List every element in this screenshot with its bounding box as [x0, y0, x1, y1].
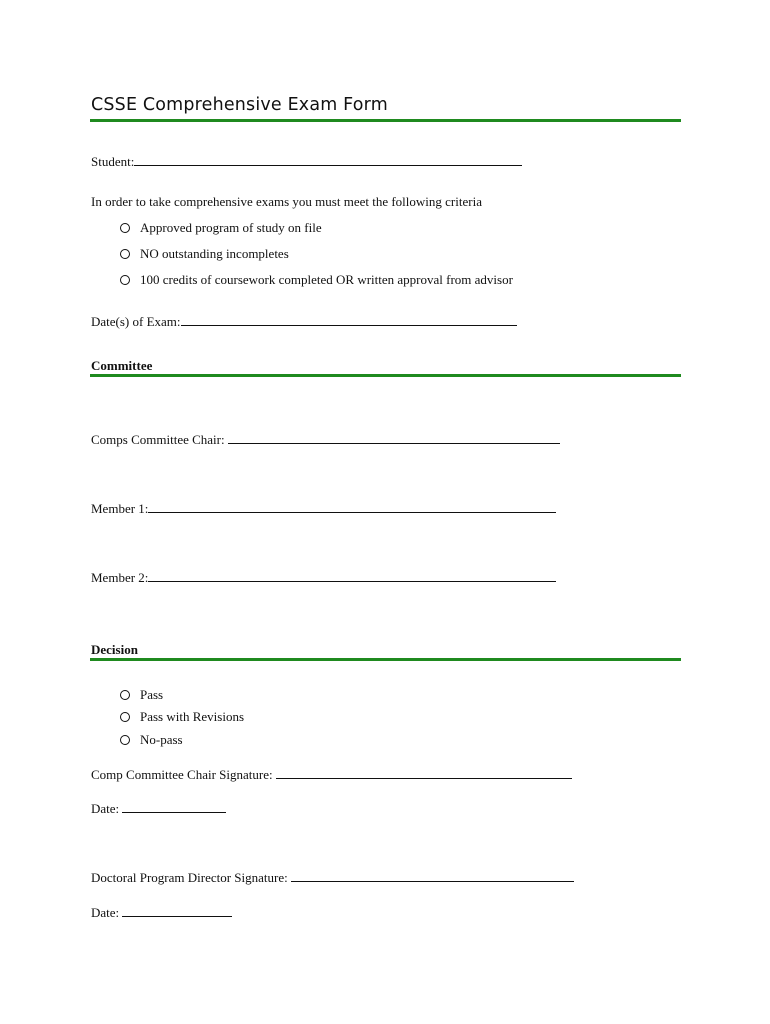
- committee-divider: [90, 374, 681, 377]
- director-signature-label: Doctoral Program Director Signature:: [91, 870, 288, 885]
- decision-option-pass-with-revisions[interactable]: Pass with Revisions: [120, 709, 244, 725]
- committee-heading: Committee: [91, 358, 153, 373]
- chair-label: Comps Committee Chair:: [91, 432, 225, 447]
- member2-row: [91, 569, 556, 586]
- bullet-circle-icon: [120, 223, 130, 233]
- decision-heading: Decision: [91, 642, 138, 657]
- bullet-circle-icon: [120, 275, 130, 285]
- date2-field[interactable]: [122, 904, 232, 917]
- form-title: CSSE Comprehensive Exam Form: [91, 94, 388, 115]
- chair-signature-field[interactable]: [276, 766, 572, 779]
- date1-field[interactable]: [122, 800, 226, 813]
- director-signature-row: [91, 869, 574, 886]
- decision-option-pass[interactable]: Pass: [120, 687, 163, 703]
- chair-signature-row: [91, 766, 572, 783]
- bullet-circle-icon: [120, 249, 130, 259]
- chair-row: [91, 431, 560, 448]
- member2-field[interactable]: [148, 569, 556, 582]
- radio-circle-icon[interactable]: [120, 712, 130, 722]
- radio-circle-icon[interactable]: [120, 735, 130, 745]
- student-field[interactable]: [134, 153, 522, 166]
- radio-circle-icon[interactable]: [120, 690, 130, 700]
- date1-label: Date:: [91, 801, 120, 816]
- criteria-item: NO outstanding incompletes: [120, 246, 289, 262]
- student-row: [91, 153, 522, 170]
- member1-row: [91, 500, 556, 517]
- decision-divider: [90, 658, 681, 661]
- date1-row: [91, 800, 226, 817]
- criteria-item: Approved program of study on file: [120, 220, 322, 236]
- student-label: Student:: [91, 154, 135, 169]
- member2-label: Member 2:: [91, 570, 149, 585]
- exam-dates-label: Date(s) of Exam:: [91, 314, 181, 329]
- criteria-item: 100 credits of coursework completed OR written approval from advisor: [120, 272, 513, 288]
- member1-field[interactable]: [148, 500, 556, 513]
- exam-dates-field[interactable]: [181, 313, 517, 326]
- title-divider: [90, 119, 681, 122]
- chair-signature-label: Comp Committee Chair Signature:: [91, 767, 273, 782]
- decision-option-no-pass[interactable]: No-pass: [120, 732, 183, 748]
- chair-field[interactable]: [228, 431, 560, 444]
- exam-dates-row: [91, 313, 517, 330]
- date2-label: Date:: [91, 905, 120, 920]
- criteria-intro: In order to take comprehensive exams you must meet the following criteria: [91, 194, 482, 209]
- date2-row: [91, 904, 232, 921]
- member1-label: Member 1:: [91, 501, 149, 516]
- director-signature-field[interactable]: [291, 869, 574, 882]
